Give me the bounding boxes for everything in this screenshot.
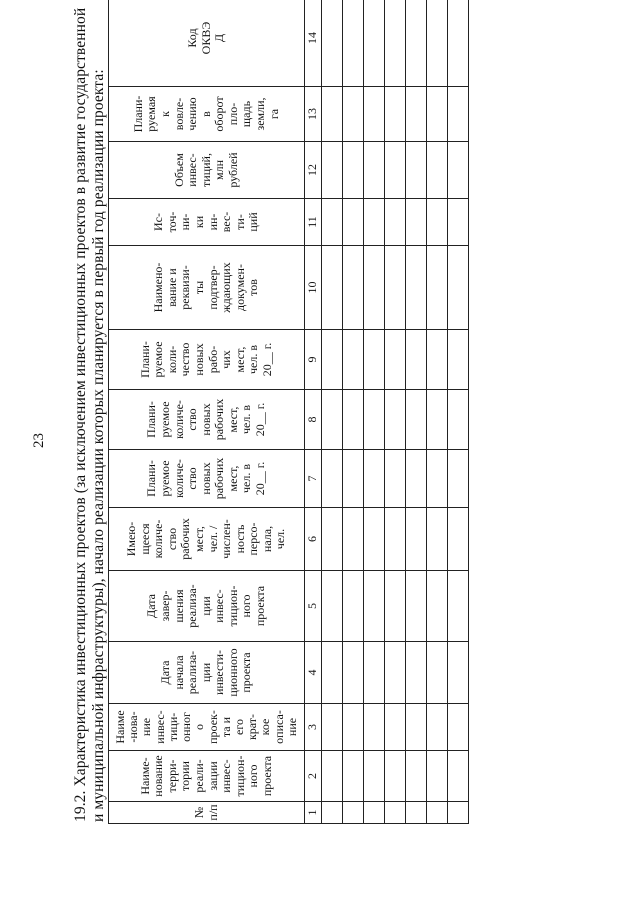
- column-header-5: [109, 571, 305, 642]
- empty-cell: [448, 571, 469, 642]
- empty-cell: [406, 571, 427, 642]
- column-header-line: чел. в: [246, 345, 261, 375]
- empty-cell: [343, 571, 364, 642]
- empty-cell: [322, 87, 343, 142]
- column-number: 6: [305, 508, 322, 571]
- empty-cell: [427, 571, 448, 642]
- column-header-line: руемое: [157, 401, 172, 438]
- empty-cell: [343, 390, 364, 450]
- column-header-line: зации: [205, 761, 220, 791]
- column-header-line: ство: [164, 527, 179, 551]
- column-header-line: ты: [191, 280, 206, 295]
- empty-cell: [322, 0, 343, 87]
- empty-cell: [406, 704, 427, 751]
- column-number-row: [305, 0, 322, 824]
- column-header-line: проекта: [259, 755, 274, 797]
- column-header-line: п/п: [205, 804, 220, 821]
- column-header-line: кое: [258, 718, 273, 736]
- column-header-line: инвести-: [212, 649, 227, 696]
- table-row: [322, 0, 343, 824]
- empty-cell: [364, 450, 385, 508]
- column-number: 4: [305, 642, 322, 704]
- empty-cell: [364, 802, 385, 824]
- column-header-line: ни-: [178, 213, 193, 231]
- column-header-line: Код: [185, 28, 200, 48]
- column-header-line: ние: [139, 717, 154, 737]
- column-header-line: количе-: [171, 459, 186, 498]
- empty-cell: [343, 508, 364, 571]
- column-number: 13: [305, 87, 322, 142]
- empty-cell: [385, 508, 406, 571]
- empty-cell: [385, 330, 406, 390]
- empty-cell: [364, 87, 385, 142]
- table-row: [448, 0, 469, 824]
- empty-cell: [364, 571, 385, 642]
- column-header-line: реализа-: [185, 584, 200, 628]
- column-number: 9: [305, 330, 322, 390]
- column-header-line: крат-: [245, 713, 260, 741]
- empty-cell: [385, 0, 406, 87]
- column-header-line: коли-: [164, 345, 179, 374]
- column-header-line: тицион-: [232, 755, 247, 797]
- page-number: 23: [31, 433, 47, 448]
- column-header-line: руемая: [144, 96, 159, 132]
- column-number: 8: [305, 390, 322, 450]
- column-header-line: рабо-: [205, 345, 220, 374]
- column-header-line: №: [191, 806, 206, 819]
- empty-cell: [427, 199, 448, 246]
- column-header-line: тицион-: [225, 585, 240, 627]
- column-header-line: описа-: [271, 710, 286, 744]
- column-header-line: земли,: [253, 97, 268, 131]
- column-header-line: Дата: [144, 594, 159, 618]
- empty-cell: [448, 330, 469, 390]
- column-header-11: [109, 199, 305, 246]
- column-header-line: ность: [232, 524, 247, 554]
- investment-projects-table: [108, 0, 469, 824]
- empty-cell: [364, 0, 385, 87]
- column-header-line: рублей: [225, 152, 240, 188]
- column-number: 7: [305, 450, 322, 508]
- column-header-line: рабочих: [212, 457, 227, 500]
- column-header-3: [109, 704, 305, 751]
- column-header-line: ти-: [232, 214, 247, 230]
- column-header-line: чих: [219, 350, 234, 369]
- empty-cell: [364, 704, 385, 751]
- empty-cell: [385, 390, 406, 450]
- empty-cell: [364, 330, 385, 390]
- column-number: 1: [305, 802, 322, 824]
- empty-cell: [448, 704, 469, 751]
- empty-cell: [406, 450, 427, 508]
- empty-cell: [427, 0, 448, 87]
- empty-cell: [343, 330, 364, 390]
- empty-cell: [406, 508, 427, 571]
- column-number: 11: [305, 199, 322, 246]
- column-header-4: [109, 642, 305, 704]
- empty-cell: [364, 642, 385, 704]
- empty-cell: [406, 0, 427, 87]
- empty-cell: [448, 642, 469, 704]
- column-header-line: ционного: [225, 648, 240, 697]
- column-header-line: новых: [198, 403, 213, 436]
- empty-cell: [448, 450, 469, 508]
- empty-cell: [364, 142, 385, 199]
- table-row: [385, 0, 406, 824]
- empty-cell: [343, 199, 364, 246]
- column-header-line: Д: [212, 33, 227, 43]
- column-header-line: в: [198, 111, 213, 117]
- empty-cell: [322, 704, 343, 751]
- column-header-line: инвес-: [219, 759, 234, 793]
- table-header-row: [109, 0, 305, 824]
- empty-cell: [406, 246, 427, 330]
- column-header-line: тици-: [165, 712, 180, 742]
- empty-cell: [448, 802, 469, 824]
- column-header-line: Плани-: [144, 460, 159, 497]
- empty-cell: [427, 87, 448, 142]
- empty-cell: [448, 199, 469, 246]
- empty-cell: [343, 642, 364, 704]
- column-header-line: количе-: [171, 400, 186, 439]
- column-header-line: ного: [246, 764, 261, 788]
- column-header-line: рабочих: [212, 398, 227, 441]
- column-header-line: инвес-: [212, 589, 227, 623]
- empty-cell: [343, 751, 364, 802]
- column-header-line: 20__ г.: [259, 342, 274, 377]
- empty-cell: [448, 508, 469, 571]
- empty-cell: [322, 450, 343, 508]
- column-header-line: рабочих: [178, 518, 193, 560]
- empty-cell: [385, 571, 406, 642]
- column-header-line: проек-: [205, 710, 220, 744]
- empty-cell: [448, 0, 469, 87]
- empty-cell: [385, 87, 406, 142]
- column-header-line: ОКВЭ: [198, 21, 213, 55]
- column-header-line: инвес-: [152, 710, 167, 744]
- empty-cell: [343, 87, 364, 142]
- table-row: [343, 0, 364, 824]
- empty-cell: [385, 246, 406, 330]
- empty-cell: [385, 450, 406, 508]
- section-heading-line-2: и муниципальной инфраструктуры), начало реализации которых планируется в первый год реализации проекта:: [90, 69, 107, 822]
- column-header-line: к: [157, 111, 172, 117]
- column-header-line: -нова-: [126, 711, 141, 743]
- empty-cell: [427, 330, 448, 390]
- column-header-line: Плани-: [144, 401, 159, 438]
- column-header-line: проекта: [239, 652, 254, 693]
- column-header-line: вовле-: [171, 97, 186, 131]
- empty-cell: [385, 642, 406, 704]
- column-header-2: [109, 751, 305, 802]
- column-header-line: щееся: [137, 523, 152, 555]
- column-header-line: тории: [178, 761, 193, 791]
- empty-cell: [448, 246, 469, 330]
- column-header-line: мест,: [191, 526, 206, 552]
- column-header-line: точ-: [164, 211, 179, 233]
- empty-cell: [322, 571, 343, 642]
- empty-cell: [448, 390, 469, 450]
- column-header-line: ство: [185, 467, 200, 490]
- column-header-line: новых: [191, 343, 206, 376]
- column-header-line: 20__ г.: [253, 461, 268, 496]
- table-row: [406, 0, 427, 824]
- empty-cell: [322, 508, 343, 571]
- empty-cell: [322, 390, 343, 450]
- column-header-line: онног: [179, 712, 194, 742]
- empty-cell: [343, 142, 364, 199]
- column-header-line: завер-: [157, 590, 172, 622]
- column-header-line: та и: [218, 716, 233, 738]
- column-header-line: га: [266, 108, 281, 120]
- column-header-line: чество: [178, 342, 193, 377]
- column-header-line: щадь: [239, 100, 254, 128]
- empty-cell: [427, 751, 448, 802]
- empty-cell: [385, 199, 406, 246]
- empty-cell: [406, 390, 427, 450]
- empty-cell: [343, 450, 364, 508]
- empty-cell: [406, 199, 427, 246]
- column-header-10: [109, 246, 305, 330]
- empty-cell: [322, 642, 343, 704]
- column-header-line: нование: [151, 755, 166, 797]
- empty-cell: [406, 142, 427, 199]
- column-header-line: чел. /: [205, 525, 220, 553]
- column-header-line: начала: [171, 655, 186, 690]
- empty-cell: [427, 142, 448, 199]
- column-header-line: тов: [246, 279, 261, 296]
- column-header-line: тиций,: [198, 153, 213, 187]
- column-header-7: [109, 450, 305, 508]
- empty-cell: [448, 87, 469, 142]
- column-header-line: Наиме: [113, 710, 128, 744]
- empty-cell: [364, 199, 385, 246]
- column-number: 10: [305, 246, 322, 330]
- column-number: 3: [305, 704, 322, 751]
- empty-cell: [406, 802, 427, 824]
- table-row: [427, 0, 448, 824]
- column-header-line: ние: [284, 717, 299, 737]
- column-header-9: [109, 330, 305, 390]
- column-header-13: [109, 87, 305, 142]
- column-header-line: нала,: [259, 525, 274, 553]
- column-header-line: Наимено-: [151, 262, 166, 313]
- column-header-line: реализа-: [185, 650, 200, 695]
- empty-cell: [427, 508, 448, 571]
- column-header-line: мест,: [225, 406, 240, 433]
- empty-cell: [406, 751, 427, 802]
- column-header-line: руемое: [157, 460, 172, 497]
- column-header-line: количе-: [151, 519, 166, 559]
- column-header-line: пло-: [225, 102, 240, 126]
- column-header-line: чел. в: [239, 405, 254, 435]
- empty-cell: [427, 450, 448, 508]
- column-header-1: [109, 802, 305, 824]
- empty-cell: [364, 390, 385, 450]
- column-header-line: докумен-: [232, 264, 247, 311]
- section-heading-line-1: 19.2. Характеристика инвестиционных проектов (за исключением инвестиционных проектов в развитие государственной: [72, 7, 89, 822]
- column-header-line: числен-: [219, 519, 234, 559]
- empty-cell: [364, 246, 385, 330]
- column-header-line: чел.: [273, 528, 288, 550]
- empty-cell: [448, 142, 469, 199]
- empty-cell: [427, 390, 448, 450]
- table-row: [364, 0, 385, 824]
- column-header-line: мест,: [232, 346, 247, 373]
- column-header-14: [109, 0, 305, 87]
- empty-cell: [343, 0, 364, 87]
- empty-cell: [406, 87, 427, 142]
- empty-cell: [343, 802, 364, 824]
- column-header-line: о: [192, 724, 207, 730]
- column-header-12: [109, 142, 305, 199]
- column-header-line: чел. в: [239, 464, 254, 494]
- column-number: 14: [305, 0, 322, 87]
- column-header-line: мест,: [225, 465, 240, 492]
- empty-cell: [385, 751, 406, 802]
- column-header-8: [109, 390, 305, 450]
- column-header-line: Объем: [171, 153, 186, 187]
- empty-cell: [322, 199, 343, 246]
- empty-cell: [385, 142, 406, 199]
- empty-cell: [385, 802, 406, 824]
- column-header-line: новых: [198, 462, 213, 495]
- column-header-line: подтвер-: [205, 265, 220, 310]
- column-header-line: Плани-: [137, 341, 152, 378]
- column-number: 12: [305, 142, 322, 199]
- column-header-line: ждающих: [219, 262, 234, 313]
- empty-cell: [322, 246, 343, 330]
- column-header-line: ки: [191, 215, 206, 229]
- column-header-line: млн: [212, 160, 227, 181]
- empty-cell: [322, 751, 343, 802]
- column-header-line: ство: [185, 408, 200, 431]
- column-header-line: Плани-: [130, 95, 145, 133]
- empty-cell: [364, 508, 385, 571]
- empty-cell: [343, 246, 364, 330]
- empty-cell: [343, 704, 364, 751]
- empty-cell: [427, 802, 448, 824]
- column-header-line: ций: [246, 212, 261, 232]
- column-header-line: 20__ г.: [253, 402, 268, 437]
- column-header-line: персо-: [246, 522, 261, 556]
- column-header-line: терри-: [164, 759, 179, 793]
- empty-cell: [322, 330, 343, 390]
- empty-cell: [427, 704, 448, 751]
- empty-cell: [406, 330, 427, 390]
- column-header-line: ного: [239, 594, 254, 618]
- empty-cell: [322, 142, 343, 199]
- column-header-6: [109, 508, 305, 571]
- column-header-line: оборот: [212, 96, 227, 132]
- column-header-line: Ис-: [151, 213, 166, 231]
- column-header-line: руемое: [151, 341, 166, 378]
- empty-cell: [448, 751, 469, 802]
- column-number: 2: [305, 751, 322, 802]
- column-header-line: вание и: [164, 268, 179, 307]
- column-header-line: вес-: [219, 211, 234, 233]
- column-header-line: ции: [198, 596, 213, 616]
- empty-cell: [427, 246, 448, 330]
- column-header-line: его: [231, 719, 246, 735]
- column-header-line: инвес-: [185, 153, 200, 187]
- empty-cell: [385, 704, 406, 751]
- column-number: 5: [305, 571, 322, 642]
- column-header-line: Наиме-: [137, 757, 152, 795]
- empty-cell: [364, 751, 385, 802]
- column-header-line: шения: [171, 589, 186, 623]
- column-header-line: проекта: [253, 585, 268, 627]
- column-header-line: Дата: [157, 660, 172, 685]
- column-header-line: ин-: [205, 213, 220, 231]
- empty-cell: [406, 642, 427, 704]
- column-header-line: чению: [185, 97, 200, 131]
- column-header-line: ции: [198, 662, 213, 683]
- column-header-line: реали-: [191, 759, 206, 793]
- column-header-line: Имею-: [123, 521, 138, 557]
- column-header-line: реквизи-: [178, 265, 193, 310]
- empty-cell: [427, 642, 448, 704]
- empty-cell: [322, 802, 343, 824]
